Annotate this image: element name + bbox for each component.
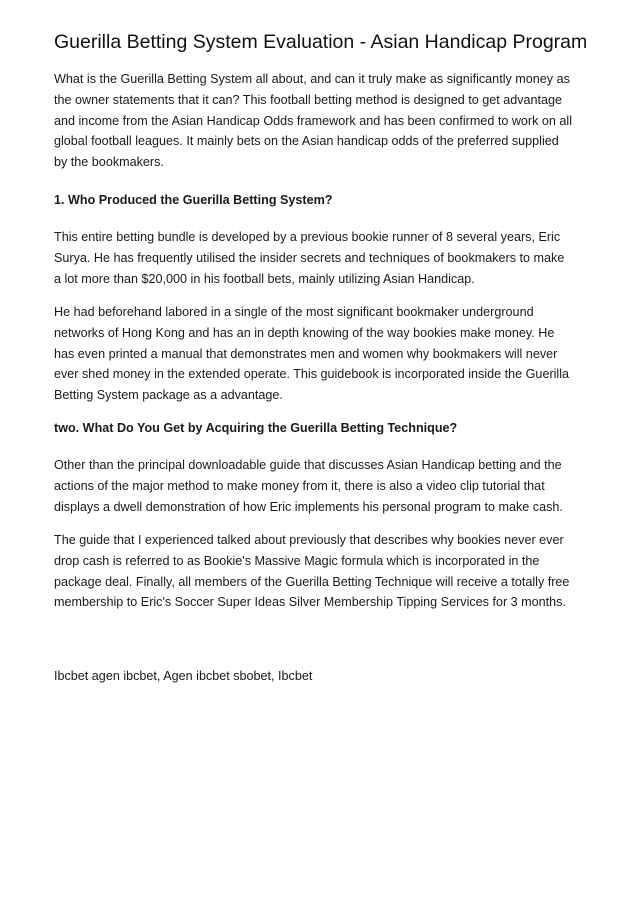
paragraph-line: He had beforehand labored in a single of the most significant bookmaker underground — [54, 305, 534, 319]
intro-line: and income from the Asian Handicap Odds framework and has been confirmed to work on all — [54, 113, 573, 128]
intro-line: global football leagues. It mainly bets on the Asian handicap odds of the preferred supplied — [54, 134, 559, 149]
paragraph-line: a lot more than $20,000 in his football bets, mainly utilizing Asian Handicap. — [54, 271, 475, 286]
document-title: Guerilla Betting System Evaluation - Asian Handicap Program — [54, 31, 588, 53]
paragraph-line: displays a dwell demonstration of how Eric implements his personal program to make cash. — [54, 499, 563, 514]
intro-paragraph — [54, 69, 594, 173]
intro-line: the owner statements that it can? This football betting method is designed to get advantage — [54, 92, 563, 107]
paragraph-line: The guide that I experienced talked about previously that describes why bookies never ever — [54, 533, 564, 547]
footer-keywords: Ibcbet agen ibcbet, Agen ibcbet sbobet, Ibcbet — [54, 669, 313, 683]
paragraph-line: networks of Hong Kong and has an in depth knowing of the way bookies make money. He — [54, 325, 555, 340]
paragraph-line: Surya. He has frequently utilised the insider secrets and techniques of bookmakers to make — [54, 250, 565, 265]
section1-paragraph-1 — [54, 227, 594, 289]
paragraph-line: This entire betting bundle is developed by a previous bookie runner of 8 several years, Eric — [54, 230, 561, 244]
section2-heading: two. What Do You Get by Acquiring the Guerilla Betting Technique? — [54, 421, 458, 435]
section1-heading: 1. Who Produced the Guerilla Betting System? — [54, 193, 333, 207]
section2-paragraph-1 — [54, 455, 594, 517]
intro-line: by the bookmakers. — [54, 155, 164, 170]
paragraph-line: Betting System package as a advantage. — [54, 388, 283, 403]
paragraph-line: package deal. Finally, all members of the Guerilla Betting Technique will receive a totally free — [54, 574, 570, 589]
paragraph-line: ever shed money in the extended operate. This guidebook is incorporated inside the Guerilla — [54, 367, 570, 382]
section2-paragraph-2 — [54, 530, 594, 613]
paragraph-line: drop cash is referred to as Bookie's Massive Magic formula which is incorporated in the — [54, 553, 540, 568]
paragraph-line: Other than the principal downloadable guide that discusses Asian Handicap betting and the — [54, 458, 562, 472]
section1-paragraph-2 — [54, 302, 594, 406]
intro-line: What is the Guerilla Betting System all about, and can it truly make as significantly money as — [54, 72, 570, 86]
paragraph-line: actions of the major method to make money from it, there is also a video clip tutorial that — [54, 478, 545, 493]
paragraph-line: has even printed a manual that demonstrates men and women why bookmakers will never — [54, 346, 558, 361]
paragraph-line: membership to Eric's Soccer Super Ideas Silver Membership Tipping Services for 3 months. — [54, 595, 566, 610]
